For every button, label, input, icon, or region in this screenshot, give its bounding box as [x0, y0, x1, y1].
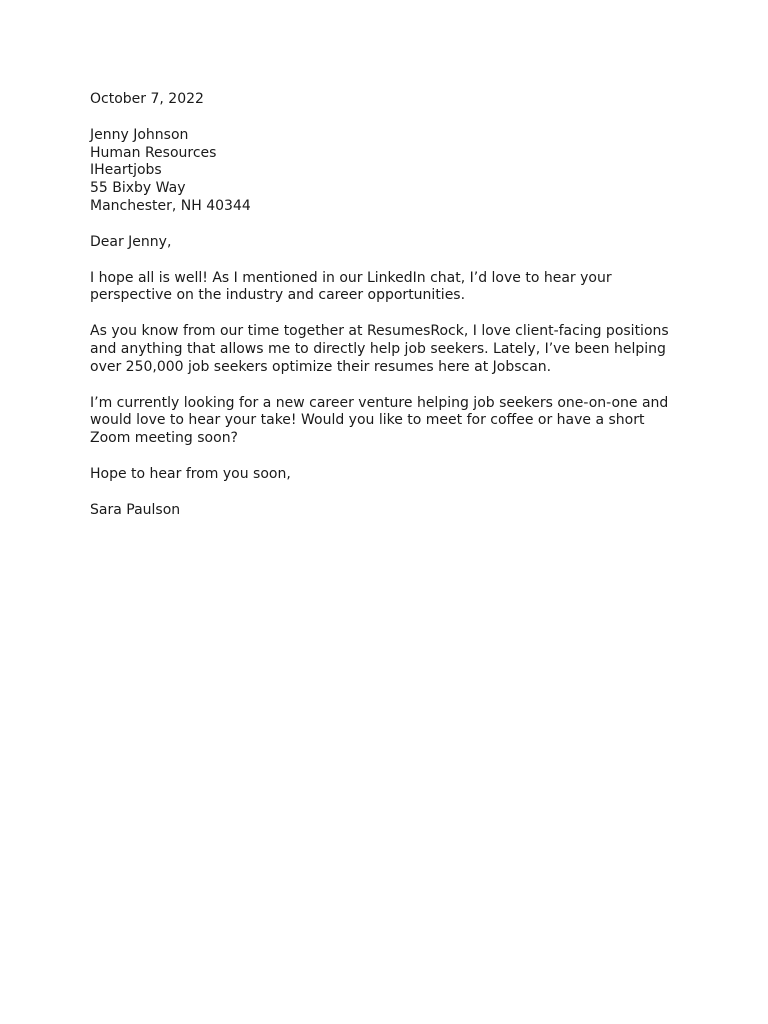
spacer	[90, 484, 680, 502]
spacer	[90, 252, 680, 270]
letter-body	[90, 91, 680, 520]
paragraph-line: As you know from our time together at ResumesRock, I love client-facing positions	[90, 323, 669, 340]
spacer	[90, 109, 680, 127]
recipient-company: IHeartjobs	[90, 162, 162, 179]
signature-name: Sara Paulson	[90, 501, 181, 518]
recipient-name: Jenny Johnson	[90, 126, 189, 143]
spacer	[90, 448, 680, 466]
paragraph-line: I hope all is well! As I mentioned in our LinkedIn chat, I’d love to hear your	[90, 269, 612, 286]
paragraph-line: over 250,000 job seekers optimize their resumes here at Jobscan.	[90, 358, 552, 375]
spacer	[90, 377, 680, 395]
recipient-city-state-zip: Manchester, NH 40344	[90, 197, 251, 214]
letter-date: October 7, 2022	[90, 91, 204, 107]
paragraph-line: I’m currently looking for a new career venture helping job seekers one-on-one and	[90, 394, 669, 411]
recipient-department: Human Resources	[90, 144, 217, 161]
salutation: Dear Jenny,	[90, 233, 172, 250]
spacer	[90, 216, 680, 234]
paragraph-line: would love to hear your take! Would you like to meet for coffee or have a short	[90, 412, 645, 429]
paragraph-line: and anything that allows me to directly help job seekers. Lately, I’ve been helping	[90, 340, 666, 357]
paragraph-line: Zoom meeting soon?	[90, 430, 238, 447]
recipient-address	[90, 127, 680, 216]
paragraph-2	[90, 323, 680, 376]
spacer	[90, 305, 680, 323]
paragraph-1	[90, 270, 680, 306]
paragraph-3	[90, 395, 680, 448]
recipient-street: 55 Bixby Way	[90, 180, 186, 197]
paragraph-line: perspective on the industry and career opportunities.	[90, 287, 466, 304]
closing: Hope to hear from you soon,	[90, 465, 291, 482]
